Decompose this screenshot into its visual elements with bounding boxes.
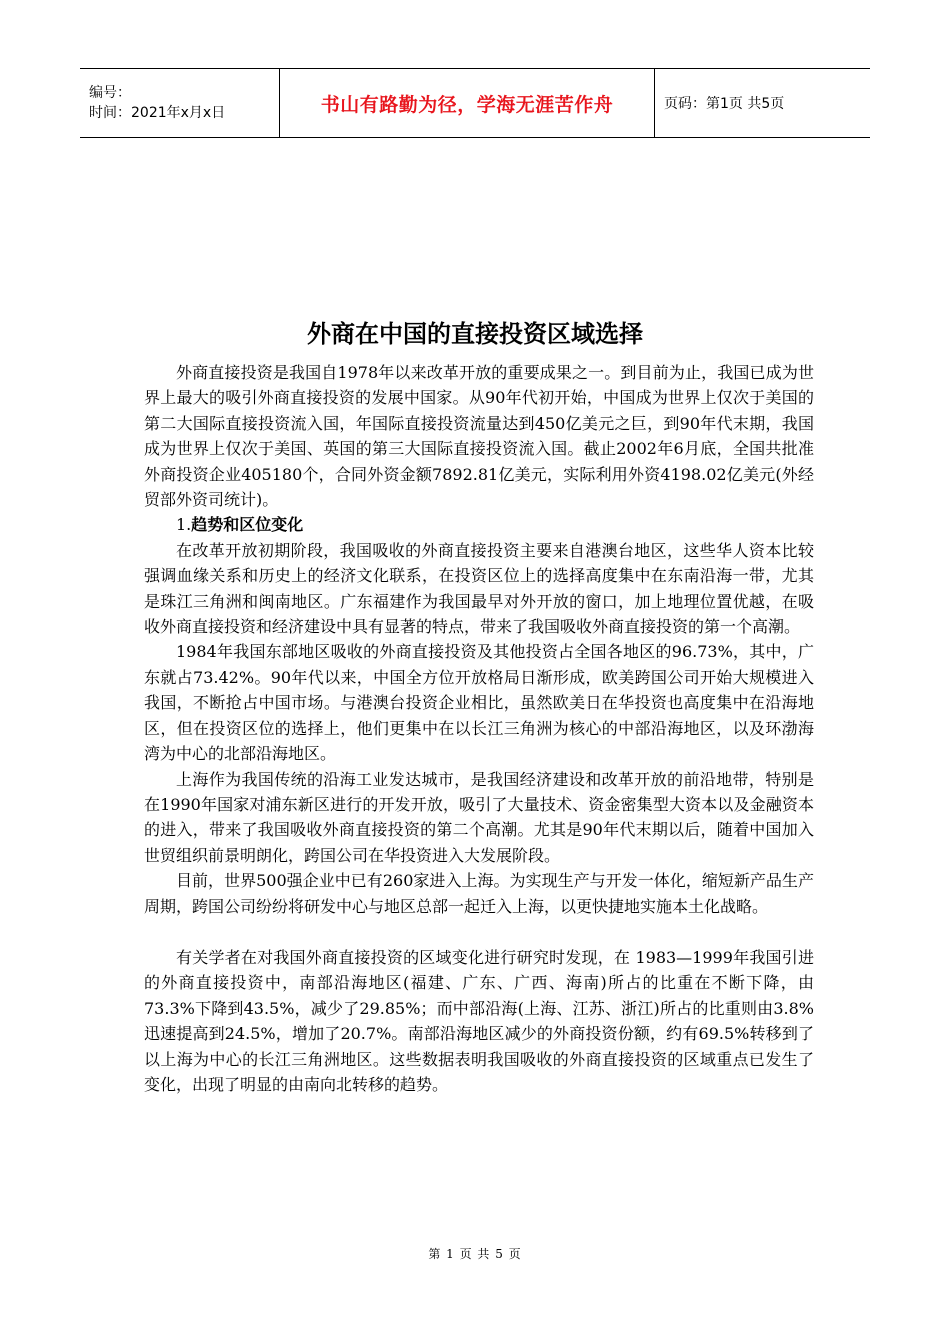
header-table xyxy=(80,68,870,138)
header-motto: 书山有路勤为径，学海无涯苦作舟 xyxy=(280,69,655,137)
section-heading-number: 1. xyxy=(176,515,192,535)
header-info-cell xyxy=(80,69,280,137)
paragraph-2: 在改革开放初期阶段，我国吸收的外商直接投资主要来自港澳台地区，这些华人资本比较强调血缘关系和历史上的经济文化联系，在投资区位上的选择高度集中在东南沿海一带，尤其是珠江三角洲和闽南地区。广东福建作为我国最早对外开放的窗口，加上地理位置优越，在吸收外商直接投资和经济建设中具有显著的特点，带来了我国吸收外商直接投资的第一个高潮。 xyxy=(144,540,814,637)
paragraph-spacer xyxy=(144,919,814,945)
header-page-code: 页码：第1页 共5页 xyxy=(664,96,785,112)
paragraph-6: 有关学者在对我国外商直接投资的区域变化进行研究时发现，在 1983—1999年我国引进的外商直接投资中，南部沿海地区(福建、广东、广西、海南)所占的比重在不断下降，由73.3%下降到43.5%，减少了29.85%；而中部沿海(上海、江苏、浙江)所占的比重则由3.8%迅速提高到24.5%，增加了20.7%。南部沿海地区减少的外商投资份额，约有69.5%转移到了以上海为中心的长江三角洲地区。这些数据表明我国吸收的外商直接投资的区域重点已发生了变化，出现了明显的由南向北转移的趋势。 xyxy=(144,947,814,1094)
paragraph-3: 1984年我国东部地区吸收的外商直接投资及其他投资占全国各地区的96.73%，其中，广东就占73.42%。90年代以来，中国全方位开放格局日渐形成，欧美跨国公司开始大规模进入我国，不断抢占中国市场。与港澳台投资企业相比，虽然欧美日在华投资也高度集中在沿海地区，但在投资区位的选择上，他们更集中在以长江三角洲为核心的中部沿海地区，以及环渤海湾为中心的北部沿海地区。 xyxy=(144,642,814,764)
document-number-label: 编号： xyxy=(89,85,131,101)
page-footer: 第 1 页 共 5 页 xyxy=(428,1247,522,1261)
paragraph-4: 上海作为我国传统的沿海工业发达城市，是我国经济建设和改革开放的前沿地带，特别是在1990年国家对浦东新区进行的开发开放，吸引了大量技术、资金密集型大资本以及金融资本的进入，带来了我国吸收外商直接投资的第二个高潮。尤其是90年代末期以后，随着中国加入世贸组织前景明朗化，跨国公司在华投资进入大发展阶段。 xyxy=(144,769,814,865)
paragraph-1: 外商直接投资是我国自1978年以来改革开放的重要成果之一。到目前为止，我国已成为世界上最大的吸引外商直接投资的发展中国家。从90年代初开始，中国成为世界上仅次于美国的第二大国际直接投资流入国，年国际直接投资流量达到450亿美元之巨，到90年代末期，我国成为世界上仅次于美国、英国的第三大国际直接投资流入国。截止2002年6月底，全国共批准外商投资企业405180个，合同外资金额7892.81亿美元，实际利用外资4198.02亿美元(外经贸部外资司统计)。 xyxy=(144,363,814,510)
document-title: 外商在中国的直接投资区域选择 xyxy=(307,320,643,348)
document-date-label: 时间：2021年x月x日 xyxy=(89,105,226,121)
paragraph-5: 目前，世界500强企业中已有260家进入上海。为实现生产与开发一体化，缩短新产品生产周期，跨国公司纷纷将研发中心与地区总部一起迁入上海，以更快捷地实施本土化战略。 xyxy=(144,871,814,916)
section-heading-text: 趋势和区位变化 xyxy=(191,515,304,535)
section-heading xyxy=(144,512,814,537)
document-body xyxy=(144,360,814,1097)
